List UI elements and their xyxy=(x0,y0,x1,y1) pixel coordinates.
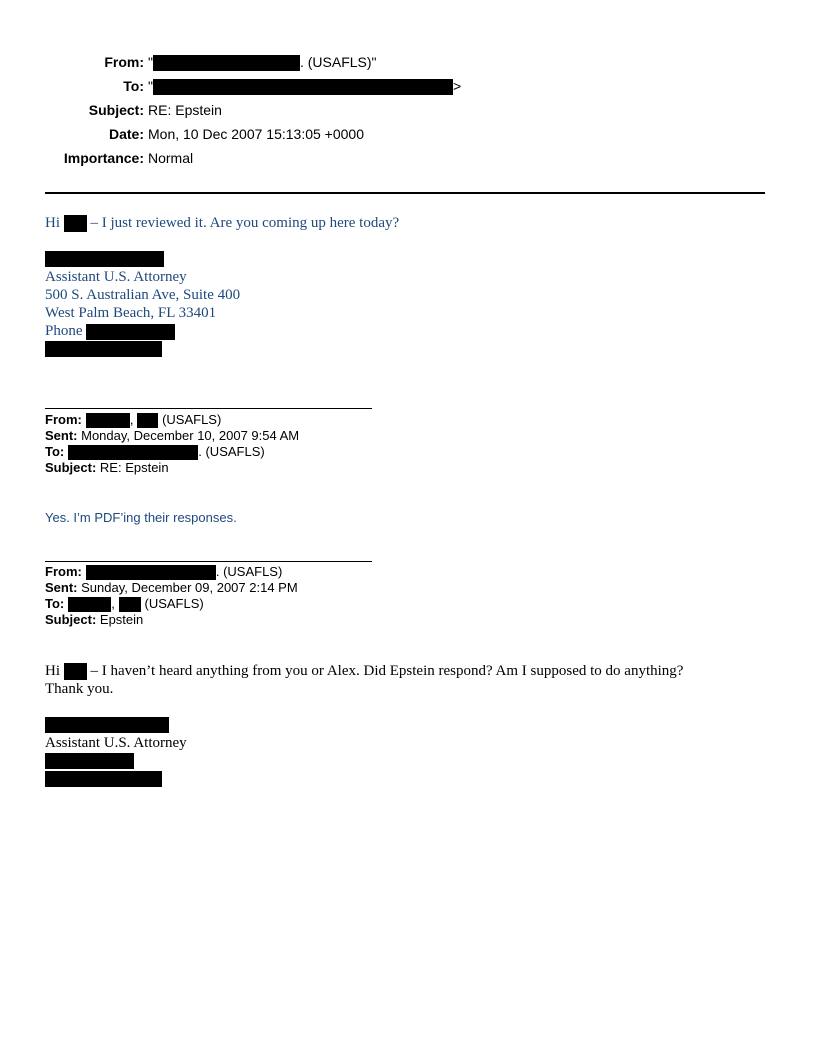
signature-title: Assistant U.S. Attorney xyxy=(45,269,187,285)
quote-divider xyxy=(45,408,372,409)
quoted1-sent-label: Sent: xyxy=(45,428,78,443)
signature-name-redaction xyxy=(45,717,169,733)
importance-value: Normal xyxy=(148,150,194,166)
quoted2-subject xyxy=(45,611,143,629)
signature-email-redaction xyxy=(45,341,162,357)
quoted2-to-suffix: (USAFLS) xyxy=(140,596,204,611)
quoted1-subject-label: Subject: xyxy=(45,460,97,475)
date-label: Date: xyxy=(108,126,144,142)
quoted2-from-label: From: xyxy=(45,564,82,579)
from-label: From: xyxy=(104,54,144,70)
quoted2-body-line2: Thank you. xyxy=(45,681,114,697)
quoted2-sent-value: Sunday, December 09, 2007 2:14 PM xyxy=(77,580,298,595)
quoted2-sent-label: Sent: xyxy=(45,580,78,595)
to-prefix: " xyxy=(148,78,153,94)
quoted1-from-suffix: (USAFLS) xyxy=(158,412,222,427)
subject-label: Subject: xyxy=(88,102,144,118)
signature-name-redaction xyxy=(45,251,164,267)
quoted2-subject-value: Epstein xyxy=(96,612,144,627)
greeting-prefix: Hi xyxy=(45,215,60,231)
to-label: To: xyxy=(123,78,144,94)
signature-email-redaction xyxy=(45,771,162,787)
quoted2-to-label: To: xyxy=(45,596,65,611)
quoted1-to-suffix: . (USAFLS) xyxy=(198,444,265,459)
from-prefix: " xyxy=(148,54,153,70)
quoted1-sent-value: Monday, December 10, 2007 9:54 AM xyxy=(77,428,300,443)
redaction-block xyxy=(64,663,87,680)
to-suffix: > xyxy=(452,78,462,94)
quoted2-body-text: – I haven’t heard anything from you or Alex. Did Epstein respond? Am I supposed to do anything? xyxy=(86,663,684,679)
quote-divider xyxy=(45,561,372,562)
from-suffix: . (USAFLS)" xyxy=(299,54,377,70)
quoted2-from-suffix: . (USAFLS) xyxy=(215,564,283,579)
redaction-block xyxy=(64,215,87,232)
date-value: Mon, 10 Dec 2007 15:13:05 +0000 xyxy=(148,126,365,142)
quoted2-signature-title: Assistant U.S. Attorney xyxy=(45,735,187,751)
quoted1-from-comma: , xyxy=(129,412,134,427)
from-value xyxy=(148,54,377,71)
header-divider xyxy=(45,192,765,194)
redaction-block xyxy=(86,324,175,340)
redaction-block xyxy=(68,597,111,612)
redaction-block xyxy=(137,413,158,428)
quoted2-to-comma: , xyxy=(111,596,115,611)
greeting-text: – I just reviewed it. Are you coming up here today? xyxy=(86,215,400,231)
quoted1-subject xyxy=(45,459,169,477)
quoted2-body-line1 xyxy=(45,663,683,680)
quoted1-body: Yes. I’m PDF’ing their responses. xyxy=(45,510,237,525)
importance-label: Importance: xyxy=(63,150,144,166)
phone-label: Phone xyxy=(45,323,83,339)
quoted1-subject-value: RE: Epstein xyxy=(96,460,169,475)
reply-greeting xyxy=(45,215,399,232)
redaction-block xyxy=(86,413,130,428)
redaction-block xyxy=(153,55,300,71)
quoted2-body-prefix: Hi xyxy=(45,663,60,679)
quoted2-subject-label: Subject: xyxy=(45,612,97,627)
subject-value: RE: Epstein xyxy=(148,102,222,118)
redaction-block xyxy=(86,565,216,580)
to-value xyxy=(148,78,461,95)
redaction-block xyxy=(153,79,453,95)
signature-phone-redaction xyxy=(45,753,134,769)
redaction-block xyxy=(119,597,141,612)
redaction-block xyxy=(68,445,198,460)
signature-address-line2: West Palm Beach, FL 33401 xyxy=(45,305,217,321)
signature-address-line1: 500 S. Australian Ave, Suite 400 xyxy=(45,287,241,303)
quoted1-to-label: To: xyxy=(45,444,65,459)
quoted1-from-label: From: xyxy=(45,412,82,427)
signature-phone xyxy=(45,323,175,340)
